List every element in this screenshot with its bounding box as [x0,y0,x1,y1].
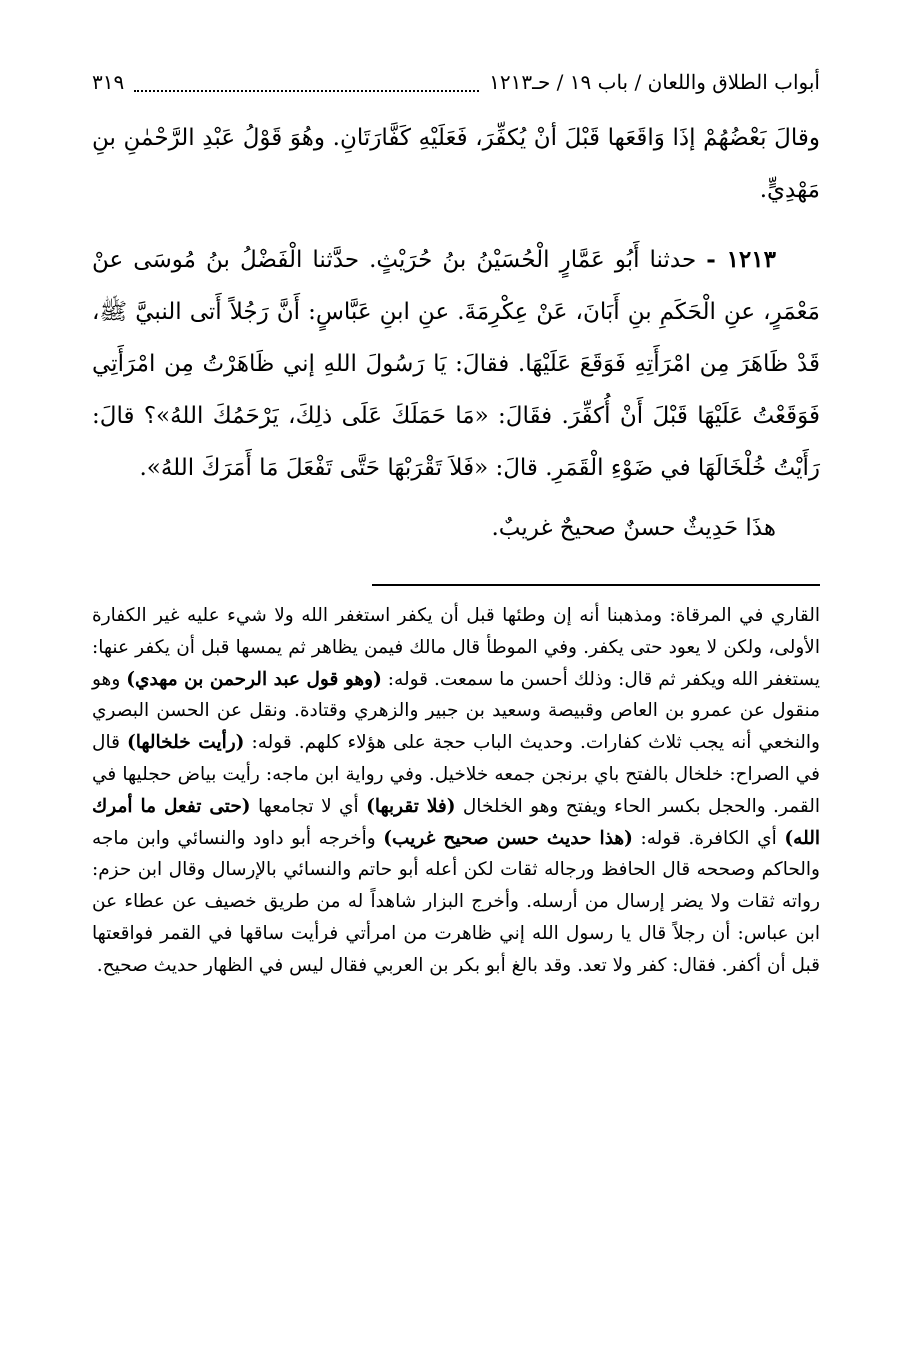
footnote-quote: (فلا تقربها) [366,795,456,817]
leader-dots [134,72,479,92]
footnote-text: قال في الصراح: خلخال بالفتح باي برنجن جمعه خلاخيل. وفي رواية ابن ماجه: رأيت بياض حجليها في القمر. والحجل بكسر الحاء ويفتح وهو الخلخال [92,732,820,817]
hadith-number: ١٢١٣ - [706,246,776,273]
hadith-grade: هذَا حَدِيثٌ حسنٌ صحيحٌ غريبٌ. [491,515,776,541]
running-title: أبواب الطلاق واللعان / باب ١٩ / حـ١٢١٣ [489,70,820,94]
footnote-quote: (رأيت خلخالها) [126,732,245,754]
footnote-quote: (حتى تفعل ما أمرك الله) [92,795,820,849]
intro-paragraph: وقالَ بَعْضُهُمْ إذَا وَاقَعَها قَبْلَ أنْ يُكفِّرَ، فَعَلَيْهِ كَفَّارَتَانِ. وهُوَ قَوْلُ عَبْدِ الرَّحْمٰنِ بنِ مَهْدِيٍّ. [92,125,820,203]
hadith-text: حدثنا أَبُو عَمَّارٍ الْحُسَيْنُ بنُ حُرَيْثٍ. حدَّثنا الْفَضْلُ بنُ مُوسَى عنْ مَعْمَرٍ، عنِ الْحَكَمِ بنِ أَبَانَ، عَنْ عِكْرِمَةَ. عنِ ابنِ عَبَّاسٍ: أَنَّ رَجُلاً أَتى النبيَّ ﷺ، قَدْ ظَاهَرَ مِن امْرَأَتِهِ فَوَقَعَ عَلَيْهَا. فقالَ: يَا رَسُولَ اللهِ إني ظَاهَرْتُ مِن امْرَأَتِي فَوَقَعْتُ عَلَيْهَا قَبْلَ أَنْ أُكفِّرَ. فقَالَ: «مَا حَمَلَكَ عَلَى ذلِكَ، يَرْحَمُكَ اللهُ»؟ قالَ: رَأَيْتُ خُلْخَالَهَا في ضَوْءِ الْقَمَرِ. قالَ: «فَلاَ تَقْرَبْهَا حَتَّى تَفْعَلَ مَا أَمَرَكَ اللهُ». [92,247,820,481]
footnote-quote: (هذا حديث حسن صحيح غريب) [383,827,633,849]
footnote-text: وأخرجه أبو داود والنسائي وابن ماجه والحاكم وصححه قال الحافظ ورجاله ثقات لكن أعله أبو حاتم والنسائي بالإرسال وقال ابن حزم: رواته ثقات ولا يضر إرسال من أرسله. وأخرج البزار شاهداً له من طريق خصيف عن عطاء عن ابن عباس: أن رجلاً قال يا رسول الله إني ظاهرت من امرأتي فرأيت ساقها في القمر فواقعتها قبل أن أكفر. فقال: كفر ولا تعد. وقد بالغ أبو بكر بن العربي فقال ليس في الظهار حديث صحيح. [92,827,820,976]
footnote-text: أي لا تجامعها [257,795,359,817]
footnote-separator [372,584,820,586]
page-number: ٣١٩ [92,70,125,94]
footnote-quote: (وهو قول عبد الرحمن بن مهدي) [126,668,382,690]
footnote-commentary [92,600,820,982]
footnote-text: أي الكافرة. قوله: [640,827,777,849]
hadith-paragraph [92,234,820,494]
footnote-text: القاري في المرقاة: ومذهبنا أنه إن وطئها قبل أن يكفر استغفر الله ولا شيء عليه غير الكفارة الأولى، ولكن لا يعود حتى يكفر. وفي الموطأ قال مالك فيمن يظاهر ثم يمسها قبل أن يكفر عنها: يستغفر الله ويكفر ثم قال: وذلك أحسن ما سمعت. قوله: [92,605,820,690]
running-header [92,66,820,98]
footnote-text: وهو منقول عن عمرو بن العاص وقبيصة وسعيد بن جبير والزهري وقتادة. ونقل عن الحسن البصري والنخعي أنه يجب ثلاث كفارات. وحديث الباب حجة على هؤلاء كلهم. قوله: [92,668,820,754]
book-page [92,66,820,1000]
